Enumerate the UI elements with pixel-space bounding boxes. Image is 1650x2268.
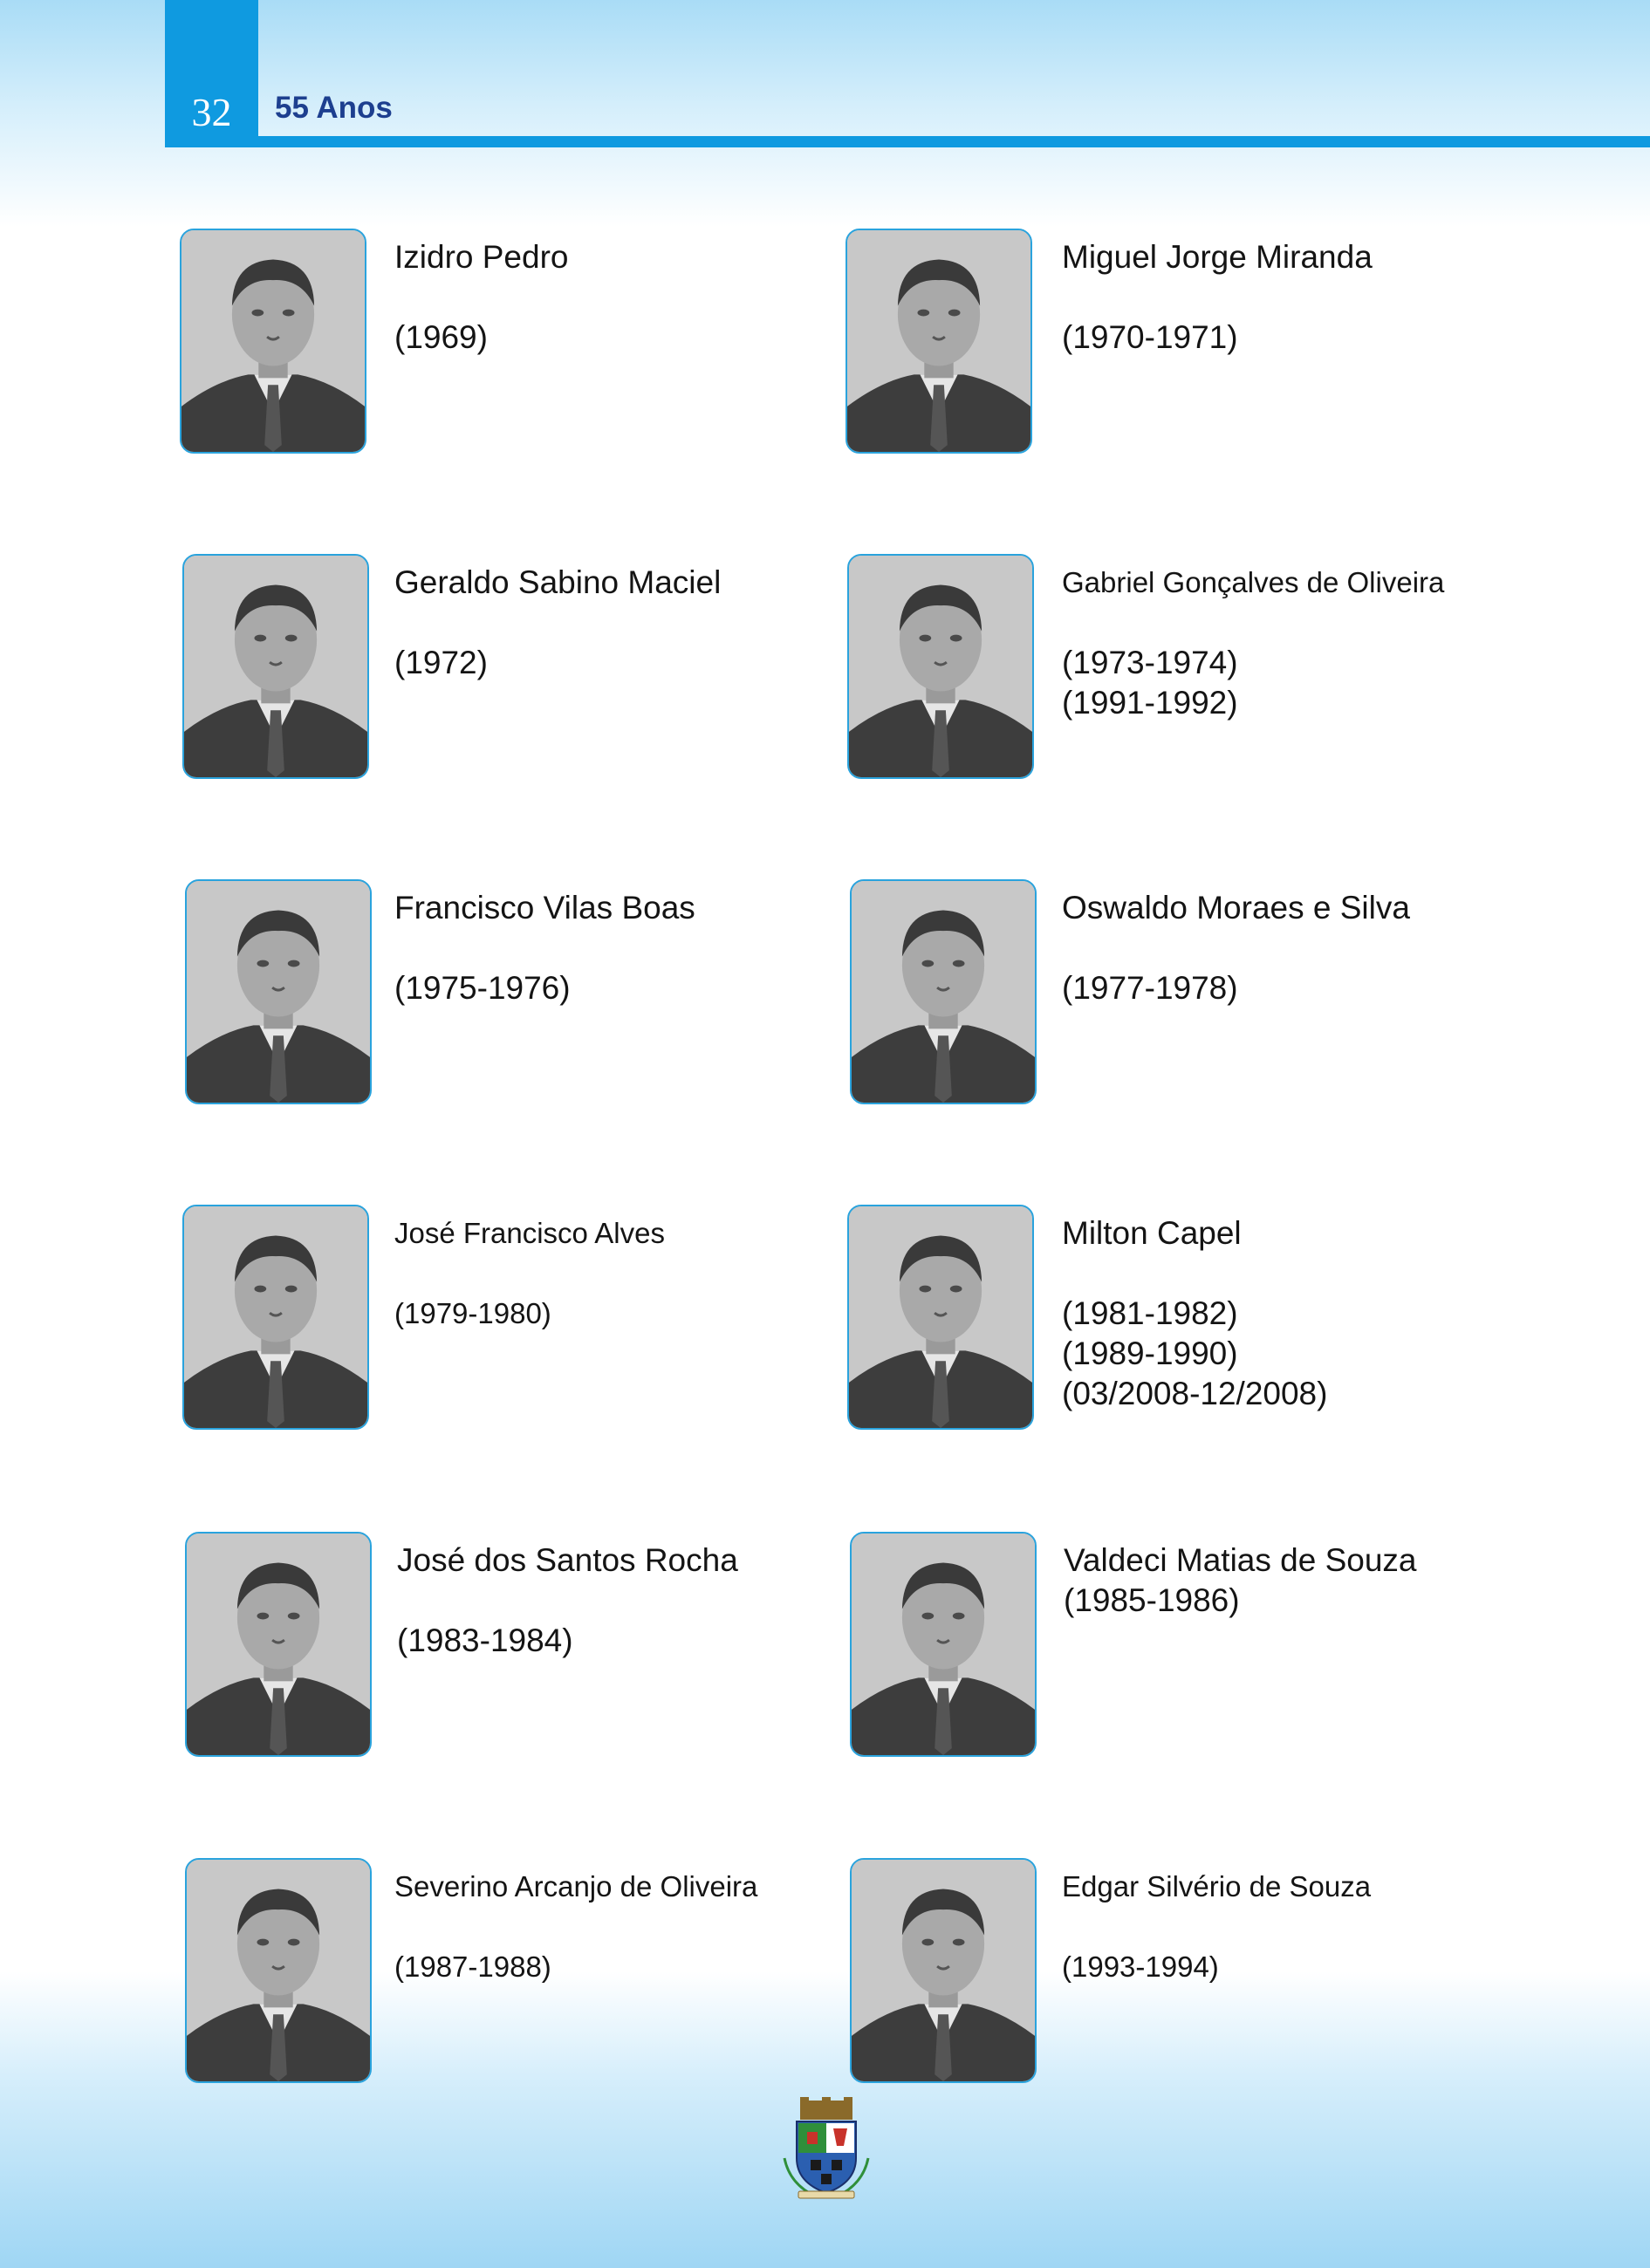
person-name: José Francisco Alves [394,1217,665,1249]
portrait-geraldo-sabino-maciel [182,554,369,779]
person-term: (1981-1982) [1062,1295,1238,1331]
person-name: Miguel Jorge Miranda [1062,239,1373,275]
portrait-gabriel-goncalves-de-oliveira [847,554,1034,779]
person-name: Oswaldo Moraes e Silva [1062,890,1410,926]
portrait-oswaldo-moraes-e-silva [850,879,1037,1104]
person-name: Francisco Vilas Boas [394,890,695,926]
portrait-jose-francisco-alves [182,1205,369,1430]
portrait-edgar-silverio-de-souza [850,1858,1037,2083]
header-title: 55 Anos [275,91,393,125]
portrait-milton-capel [847,1205,1034,1430]
person-term: (1983-1984) [397,1622,573,1658]
page-number-box [165,0,258,147]
person-term: (1972) [394,645,488,680]
person-name: José dos Santos Rocha [397,1542,738,1578]
person-name: Valdeci Matias de Souza [1064,1542,1417,1578]
portrait-izidro-pedro [180,229,366,454]
person-term: (1985-1986) [1064,1582,1240,1618]
person-name: Geraldo Sabino Maciel [394,564,722,600]
portrait-francisco-vilas-boas [185,879,372,1104]
portrait-valdeci-matias-de-souza [850,1532,1037,1757]
person-term: (1973-1974) [1062,645,1238,680]
portrait-jose-dos-santos-rocha [185,1532,372,1757]
person-term: (1970-1971) [1062,319,1238,355]
person-name: Gabriel Gonçalves de Oliveira [1062,566,1445,598]
person-term: (1989-1990) [1062,1336,1238,1371]
person-term: (1987-1988) [394,1950,551,1983]
person-term: (1969) [394,319,488,355]
portrait-miguel-jorge-miranda [846,229,1032,454]
person-term: (1975-1976) [394,970,571,1006]
header-rule [165,136,1650,147]
person-term: (1993-1994) [1062,1950,1219,1983]
person-term: (1991-1992) [1062,685,1238,721]
person-name: Milton Capel [1062,1215,1242,1251]
municipal-crest-icon [781,2097,872,2202]
person-term: (1979-1980) [394,1297,551,1329]
person-name: Izidro Pedro [394,239,569,275]
person-name: Edgar Silvério de Souza [1062,1870,1372,1903]
person-name: Severino Arcanjo de Oliveira [394,1870,758,1903]
portrait-severino-arcanjo-de-oliveira [185,1858,372,2083]
person-term: (03/2008-12/2008) [1062,1376,1328,1411]
page-number: 32 [191,90,232,134]
person-term: (1977-1978) [1062,970,1238,1006]
